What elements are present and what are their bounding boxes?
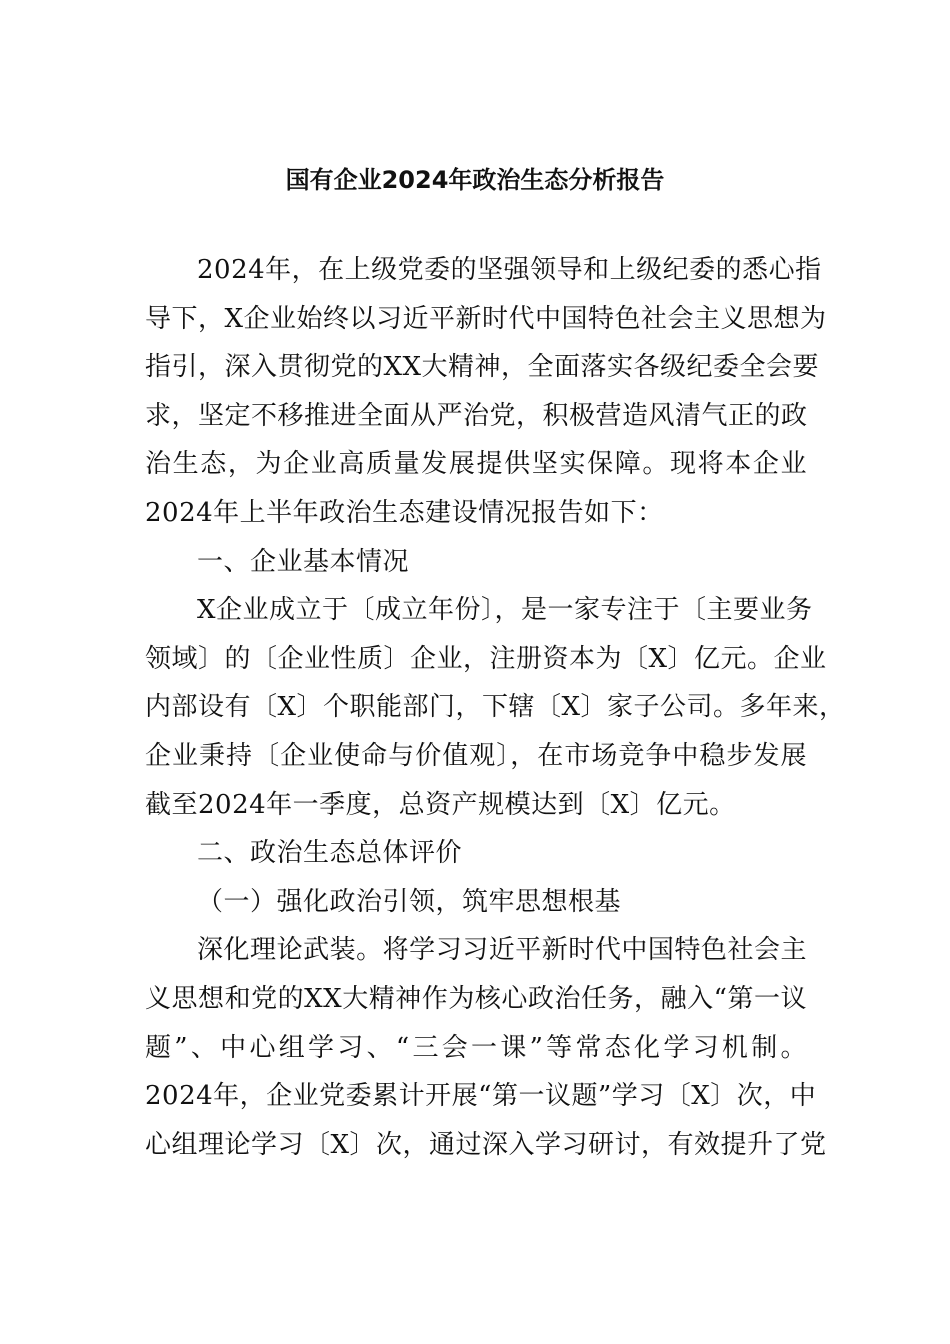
- body-line: 截至2024年一季度，总资产规模达到〔X〕亿元。: [145, 789, 736, 820]
- body-line: 指引，深入贯彻党的XX大精神，全面落实各级纪委全会要: [145, 352, 820, 383]
- body-line: 企业秉持〔企业使命与价值观〕，在市场竞争中稳步发展: [145, 740, 807, 771]
- body-line: 治生态，为企业高质量发展提供坚实保障。现将本企业: [145, 449, 807, 480]
- section-heading: 二、政治生态总体评价: [197, 838, 463, 869]
- body-line: 深化理论武装。将学习习近平新时代中国特色社会主: [197, 935, 807, 966]
- body-line: 题”、中心组学习、“三会一课”等常态化学习机制。: [145, 1032, 807, 1063]
- body-line: 求，坚定不移推进全面从严治党，积极营造风清气正的政: [145, 400, 808, 431]
- body-line: 内部设有〔X〕个职能部门，下辖〔X〕家子公司。多年来，: [145, 692, 846, 723]
- section-heading: 一、企业基本情况: [197, 546, 410, 577]
- page-title: 国有企业2024年政治生态分析报告: [285, 166, 665, 194]
- body-line: X企业成立于〔成立年份〕，是一家专注于〔主要业务: [197, 595, 813, 626]
- body-line: 义思想和党的XX大精神作为核心政治任务，融入“第一议: [145, 983, 807, 1014]
- body-line: 心组理论学习〔X〕次，通过深入学习研讨，有效提升了党: [145, 1129, 827, 1160]
- body-line: 领域〕的〔企业性质〕企业，注册资本为〔X〕亿元。企业: [145, 643, 827, 674]
- body-line: 2024年，在上级党委的坚强领导和上级纪委的悉心指: [197, 255, 822, 285]
- document-body: [145, 246, 846, 1169]
- body-line: 导下，X企业始终以习近平新时代中国特色社会主义思想为: [145, 303, 827, 334]
- body-line: 2024年，企业党委累计开展“第一议题”学习〔X〕次，中: [145, 1081, 817, 1112]
- subsection-heading: （一）强化政治引领，筑牢思想根基: [197, 886, 622, 917]
- body-line: 2024年上半年政治生态建设情况报告如下：: [145, 497, 664, 528]
